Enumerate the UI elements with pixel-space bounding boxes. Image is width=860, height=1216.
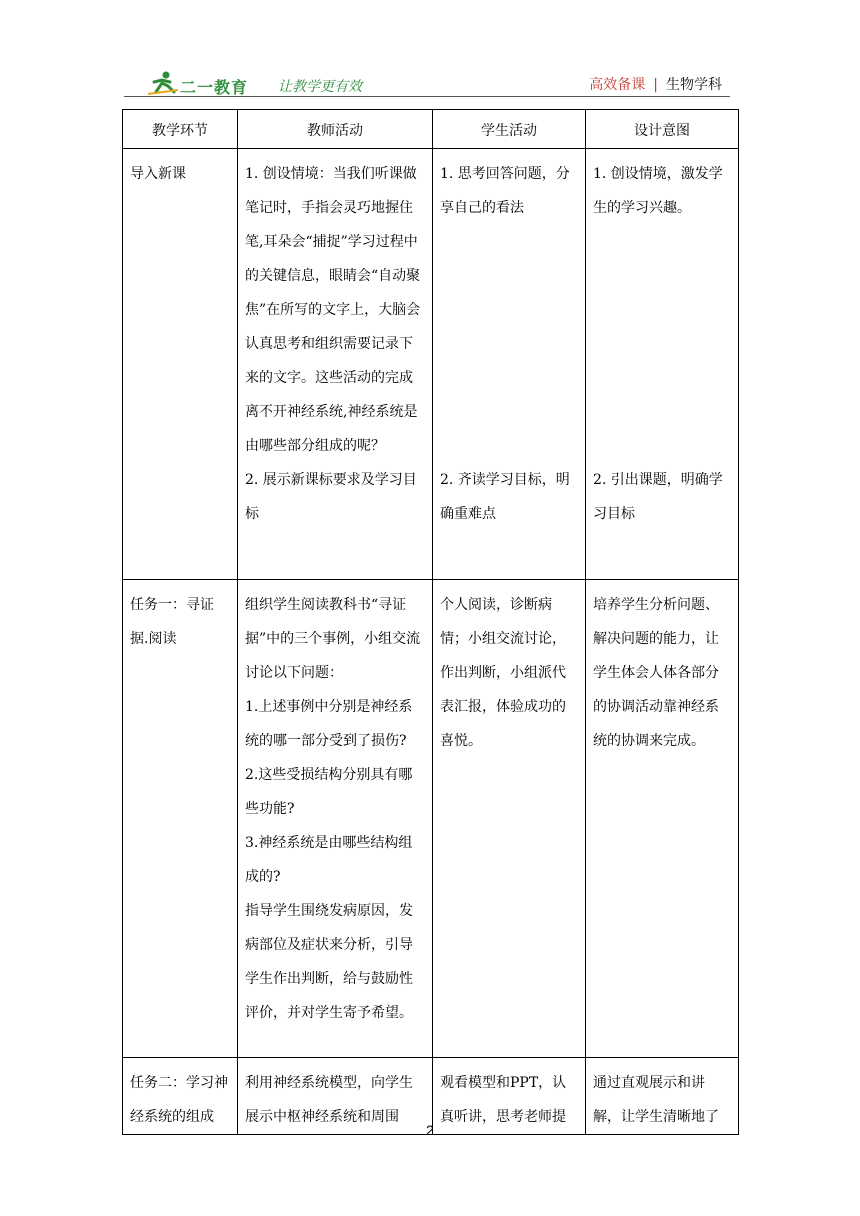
lesson-plan-table xyxy=(122,109,739,1135)
runner-logo-icon xyxy=(146,70,180,96)
column-header-teacher: 教师活动 xyxy=(238,110,433,149)
teacher-text: 利用神经系统模型，向学生展示中枢神经系统和周围 xyxy=(245,1075,413,1125)
logo xyxy=(146,70,376,96)
column-header-intent: 设计意图 xyxy=(586,110,739,149)
teacher-text: 2.这些受损结构分别具有哪些功能? xyxy=(245,767,413,817)
slogan: 让教学更有效 xyxy=(278,79,362,95)
table-row xyxy=(123,580,739,1058)
page-header xyxy=(124,68,730,98)
student-text: 2. 齐读学习目标，明确重难点 xyxy=(440,472,570,522)
header-divider xyxy=(124,96,730,97)
teacher-cell xyxy=(238,149,433,580)
intent-cell xyxy=(586,149,739,580)
column-header-student: 学生活动 xyxy=(433,110,586,149)
table-header-row xyxy=(123,110,739,149)
stage-cell xyxy=(123,580,238,1058)
stage-text: 任务一：寻证据.阅读 xyxy=(130,597,214,647)
header-subject-name: 生物学科 xyxy=(666,77,722,93)
stage-text: 任务二：学习神经系统的组成 xyxy=(130,1075,228,1125)
intent-cell xyxy=(586,580,739,1058)
teacher-text: 1.上述事例中分别是神经系统的哪一部分受到了损伤? xyxy=(245,699,413,749)
student-cell xyxy=(433,580,586,1058)
student-text: 观看模型和PPT，认真听讲，思考老师提 xyxy=(440,1075,567,1125)
intent-text: 2. 引出课题，明确学习目标 xyxy=(593,472,723,522)
header-separator: | xyxy=(653,77,658,93)
logo-text: 二一教育 xyxy=(180,78,249,97)
intent-text: 1. 创设情境，激发学生的学习兴趣。 xyxy=(593,166,723,216)
header-course-type: 高效备课 xyxy=(589,77,646,93)
page-number: 2 xyxy=(426,1122,434,1138)
teacher-text: 1. 创设情境：当我们听课做笔记时，手指会灵巧地握住笔,耳朵会“捕捉”学习过程中的关键信息，眼睛会“自动聚焦”在所写的文字上，大脑会认真思考和组织需要记录下来的文字。这些活动的完成离不开神经系统,神经系统是由哪些部分组成的呢？ xyxy=(245,166,421,454)
header-subject xyxy=(589,74,722,94)
teacher-text: 指导学生围绕发病原因，发病部位及症状来分析，引导学生作出判断，给与鼓励性评价，并对学生寄予希望。 xyxy=(245,903,413,1021)
student-text: 1. 思考回答问题，分享自己的看法 xyxy=(440,166,570,216)
intent-text: 培养学生分析问题、解决问题的能力，让学生体会人体各部分的协调活动靠神经系统的协调来完成。 xyxy=(593,597,719,749)
table-row xyxy=(123,149,739,580)
column-header-stage: 教学环节 xyxy=(123,110,238,149)
intent-text: 通过直观展示和讲解，让学生清晰地了 xyxy=(593,1075,719,1125)
student-cell xyxy=(433,149,586,580)
teacher-text: 组织学生阅读教科书“寻证据”中的三个事例，小组交流讨论以下问题： xyxy=(245,597,421,681)
teacher-cell xyxy=(238,580,433,1058)
teacher-text: 2. 展示新课标要求及学习目标 xyxy=(245,472,417,522)
stage-cell xyxy=(123,149,238,580)
student-text: 个人阅读，诊断病情；小组交流讨论，作出判断，小组派代表汇报，体验成功的喜悦。 xyxy=(440,597,566,749)
teacher-text: 3.神经系统是由哪些结构组成的? xyxy=(245,835,413,885)
stage-text: 导入新课 xyxy=(130,166,186,182)
